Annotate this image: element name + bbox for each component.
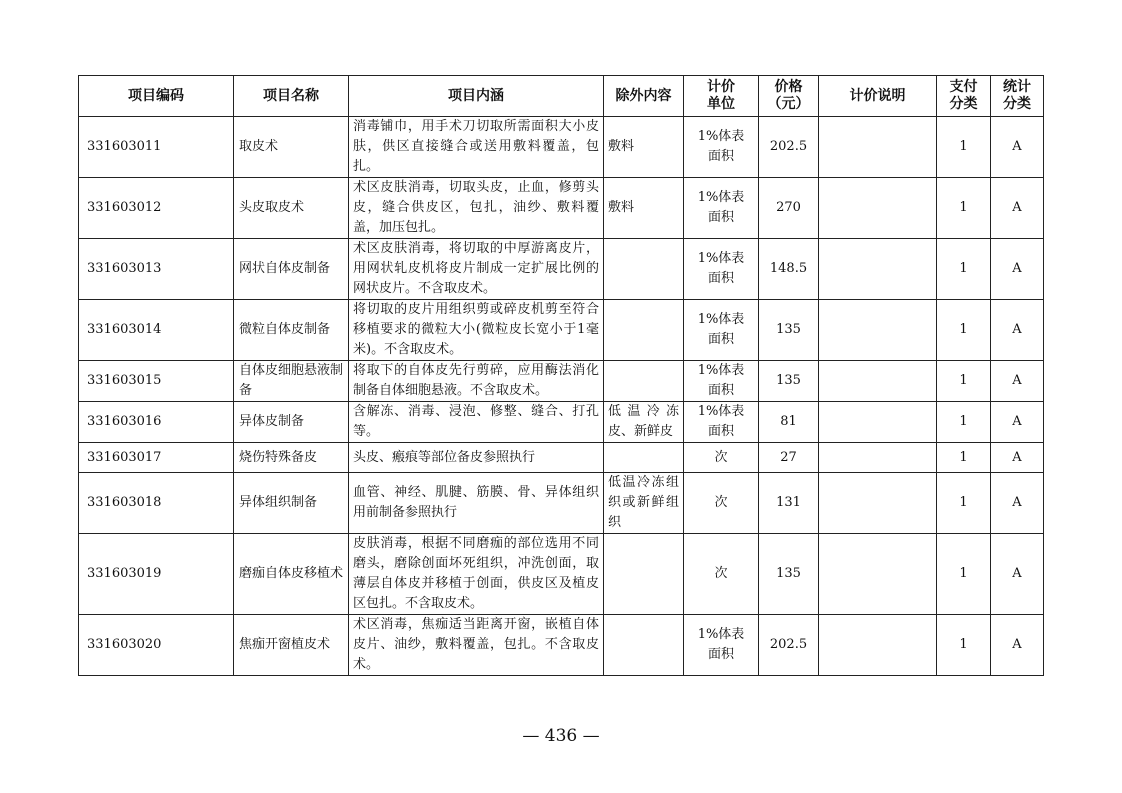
cell-stat: A — [991, 361, 1044, 402]
cell-exclusion — [604, 615, 684, 676]
table-row — [79, 239, 1044, 300]
cell-note — [819, 443, 937, 473]
cell-code: 331603016 — [79, 402, 234, 443]
cell-pay: 1 — [937, 117, 991, 178]
cell-content: 消毒铺巾，用手术刀切取所需面积大小皮肤，供区直接缝合或送用敷料覆盖，包扎。 — [349, 117, 604, 178]
cell-stat: A — [991, 443, 1044, 473]
cell-stat: A — [991, 178, 1044, 239]
header-price — [759, 76, 819, 117]
cell-note — [819, 300, 937, 361]
cell-code: 331603020 — [79, 615, 234, 676]
cell-note — [819, 117, 937, 178]
header-stat-line2: 分类 — [1003, 96, 1031, 112]
table-row — [79, 178, 1044, 239]
cell-unit — [684, 473, 759, 534]
cell-price: 135 — [759, 361, 819, 402]
header-stat — [991, 76, 1044, 117]
cell-name: 磨痂自体皮移植术 — [234, 534, 349, 615]
cell-pay: 1 — [937, 178, 991, 239]
cell-pay: 1 — [937, 402, 991, 443]
cell-unit-line1: 1%体表 — [697, 363, 745, 378]
header-note: 计价说明 — [819, 76, 937, 117]
cell-code: 331603019 — [79, 534, 234, 615]
cell-unit — [684, 300, 759, 361]
cell-unit-line2: 面积 — [707, 210, 734, 225]
cell-unit-line2: 面积 — [707, 332, 734, 347]
cell-stat: A — [991, 534, 1044, 615]
cell-content: 皮肤消毒，根据不同磨痂的部位选用不同磨头，磨除创面坏死组织，冲洗创面，取薄层自体皮并移植于创面，供皮区及植皮区包扎。不含取皮术。 — [349, 534, 604, 615]
cell-unit — [684, 178, 759, 239]
cell-name: 自体皮细胞悬液制备 — [234, 361, 349, 402]
cell-price: 135 — [759, 534, 819, 615]
cell-exclusion — [604, 239, 684, 300]
header-pay — [937, 76, 991, 117]
cell-note — [819, 178, 937, 239]
cell-price: 202.5 — [759, 615, 819, 676]
header-exclusion: 除外内容 — [604, 76, 684, 117]
cell-content: 术区皮肤消毒，将切取的中厚游离皮片，用网状轧皮机将皮片制成一定扩展比例的网状皮片。不含取皮术。 — [349, 239, 604, 300]
cell-pay: 1 — [937, 361, 991, 402]
cell-name: 异体皮制备 — [234, 402, 349, 443]
cell-price: 135 — [759, 300, 819, 361]
cell-content: 血管、神经、肌腱、筋膜、骨、异体组织用前制备参照执行 — [349, 473, 604, 534]
cell-unit — [684, 443, 759, 473]
cell-unit-line2: 面积 — [707, 383, 734, 398]
cell-unit — [684, 239, 759, 300]
pricing-table — [78, 75, 1044, 676]
cell-exclusion: 低温冷冻组织或新鲜组织 — [604, 473, 684, 534]
cell-name: 微粒自体皮制备 — [234, 300, 349, 361]
cell-unit — [684, 402, 759, 443]
cell-note — [819, 534, 937, 615]
cell-code: 331603011 — [79, 117, 234, 178]
cell-exclusion — [604, 443, 684, 473]
cell-name: 头皮取皮术 — [234, 178, 349, 239]
cell-content: 术区消毒，焦痂适当距离开窗，嵌植自体皮片、油纱，敷料覆盖，包扎。不含取皮术。 — [349, 615, 604, 676]
cell-name: 焦痂开窗植皮术 — [234, 615, 349, 676]
cell-price: 270 — [759, 178, 819, 239]
cell-note — [819, 615, 937, 676]
cell-price: 131 — [759, 473, 819, 534]
table-row — [79, 300, 1044, 361]
cell-note — [819, 402, 937, 443]
header-price-line2: （元） — [767, 96, 810, 112]
cell-unit-line1: 1%体表 — [697, 627, 745, 642]
cell-note — [819, 473, 937, 534]
table-row — [79, 361, 1044, 402]
header-unit-line1: 计价 — [707, 79, 735, 95]
table-header-row — [79, 76, 1044, 117]
cell-pay: 1 — [937, 473, 991, 534]
cell-stat: A — [991, 300, 1044, 361]
cell-exclusion: 低温冷冻皮、新鲜皮 — [604, 402, 684, 443]
cell-unit-line1: 1%体表 — [697, 251, 745, 266]
cell-note — [819, 239, 937, 300]
cell-unit-line1: 1%体表 — [697, 190, 745, 205]
header-price-line1: 价格 — [774, 79, 803, 95]
cell-stat: A — [991, 473, 1044, 534]
header-pay-line1: 支付 — [949, 79, 978, 95]
cell-unit — [684, 534, 759, 615]
table-row — [79, 402, 1044, 443]
cell-exclusion: 敷料 — [604, 178, 684, 239]
cell-exclusion: 敷料 — [604, 117, 684, 178]
cell-exclusion — [604, 534, 684, 615]
cell-content: 将切取的皮片用组织剪或碎皮机剪至符合移植要求的微粒大小(微粒皮长宽小于1毫米)。不含取皮术。 — [349, 300, 604, 361]
cell-unit-line1: 次 — [714, 495, 728, 510]
cell-code: 331603017 — [79, 443, 234, 473]
cell-pay: 1 — [937, 534, 991, 615]
cell-note — [819, 361, 937, 402]
cell-unit-line2: 面积 — [707, 647, 734, 662]
cell-exclusion — [604, 300, 684, 361]
cell-name: 异体组织制备 — [234, 473, 349, 534]
table-row — [79, 473, 1044, 534]
cell-code: 331603014 — [79, 300, 234, 361]
cell-name: 烧伤特殊备皮 — [234, 443, 349, 473]
cell-name: 网状自体皮制备 — [234, 239, 349, 300]
cell-stat: A — [991, 239, 1044, 300]
cell-price: 202.5 — [759, 117, 819, 178]
table-row — [79, 117, 1044, 178]
cell-unit-line1: 1%体表 — [697, 404, 745, 419]
cell-stat: A — [991, 117, 1044, 178]
cell-code: 331603015 — [79, 361, 234, 402]
cell-content: 头皮、瘢痕等部位备皮参照执行 — [349, 443, 604, 473]
header-name: 项目名称 — [234, 76, 349, 117]
cell-pay: 1 — [937, 443, 991, 473]
cell-code: 331603018 — [79, 473, 234, 534]
cell-content: 术区皮肤消毒，切取头皮，止血，修剪头皮，缝合供皮区，包扎，油纱、敷料覆盖，加压包扎。 — [349, 178, 604, 239]
cell-pay: 1 — [937, 300, 991, 361]
cell-unit-line1: 1%体表 — [697, 129, 745, 144]
table-row — [79, 534, 1044, 615]
cell-unit-line2: 面积 — [707, 271, 734, 286]
cell-pay: 1 — [937, 615, 991, 676]
cell-price: 81 — [759, 402, 819, 443]
cell-stat: A — [991, 402, 1044, 443]
cell-code: 331603012 — [79, 178, 234, 239]
table-row — [79, 615, 1044, 676]
cell-exclusion — [604, 361, 684, 402]
page-number: — 436 — — [522, 726, 600, 746]
cell-unit-line1: 次 — [714, 449, 728, 465]
cell-unit-line2: 面积 — [707, 424, 734, 439]
table-row — [79, 443, 1044, 473]
header-unit — [684, 76, 759, 117]
cell-name: 取皮术 — [234, 117, 349, 178]
cell-price: 148.5 — [759, 239, 819, 300]
cell-unit-line2: 面积 — [707, 149, 734, 164]
header-pay-line2: 分类 — [949, 96, 978, 112]
header-content: 项目内涵 — [349, 76, 604, 117]
cell-unit-line1: 1%体表 — [697, 312, 745, 327]
cell-unit — [684, 117, 759, 178]
header-code: 项目编码 — [79, 76, 234, 117]
cell-unit-line1: 次 — [714, 566, 728, 581]
cell-content: 含解冻、消毒、浸泡、修整、缝合、打孔等。 — [349, 402, 604, 443]
cell-unit — [684, 361, 759, 402]
header-unit-line2: 单位 — [707, 96, 735, 112]
cell-unit — [684, 615, 759, 676]
cell-price: 27 — [759, 443, 819, 473]
cell-pay: 1 — [937, 239, 991, 300]
cell-content: 将取下的自体皮先行剪碎，应用酶法消化制备自体细胞悬液。不含取皮术。 — [349, 361, 604, 402]
cell-code: 331603013 — [79, 239, 234, 300]
cell-stat: A — [991, 615, 1044, 676]
header-stat-line1: 统计 — [1003, 79, 1031, 95]
